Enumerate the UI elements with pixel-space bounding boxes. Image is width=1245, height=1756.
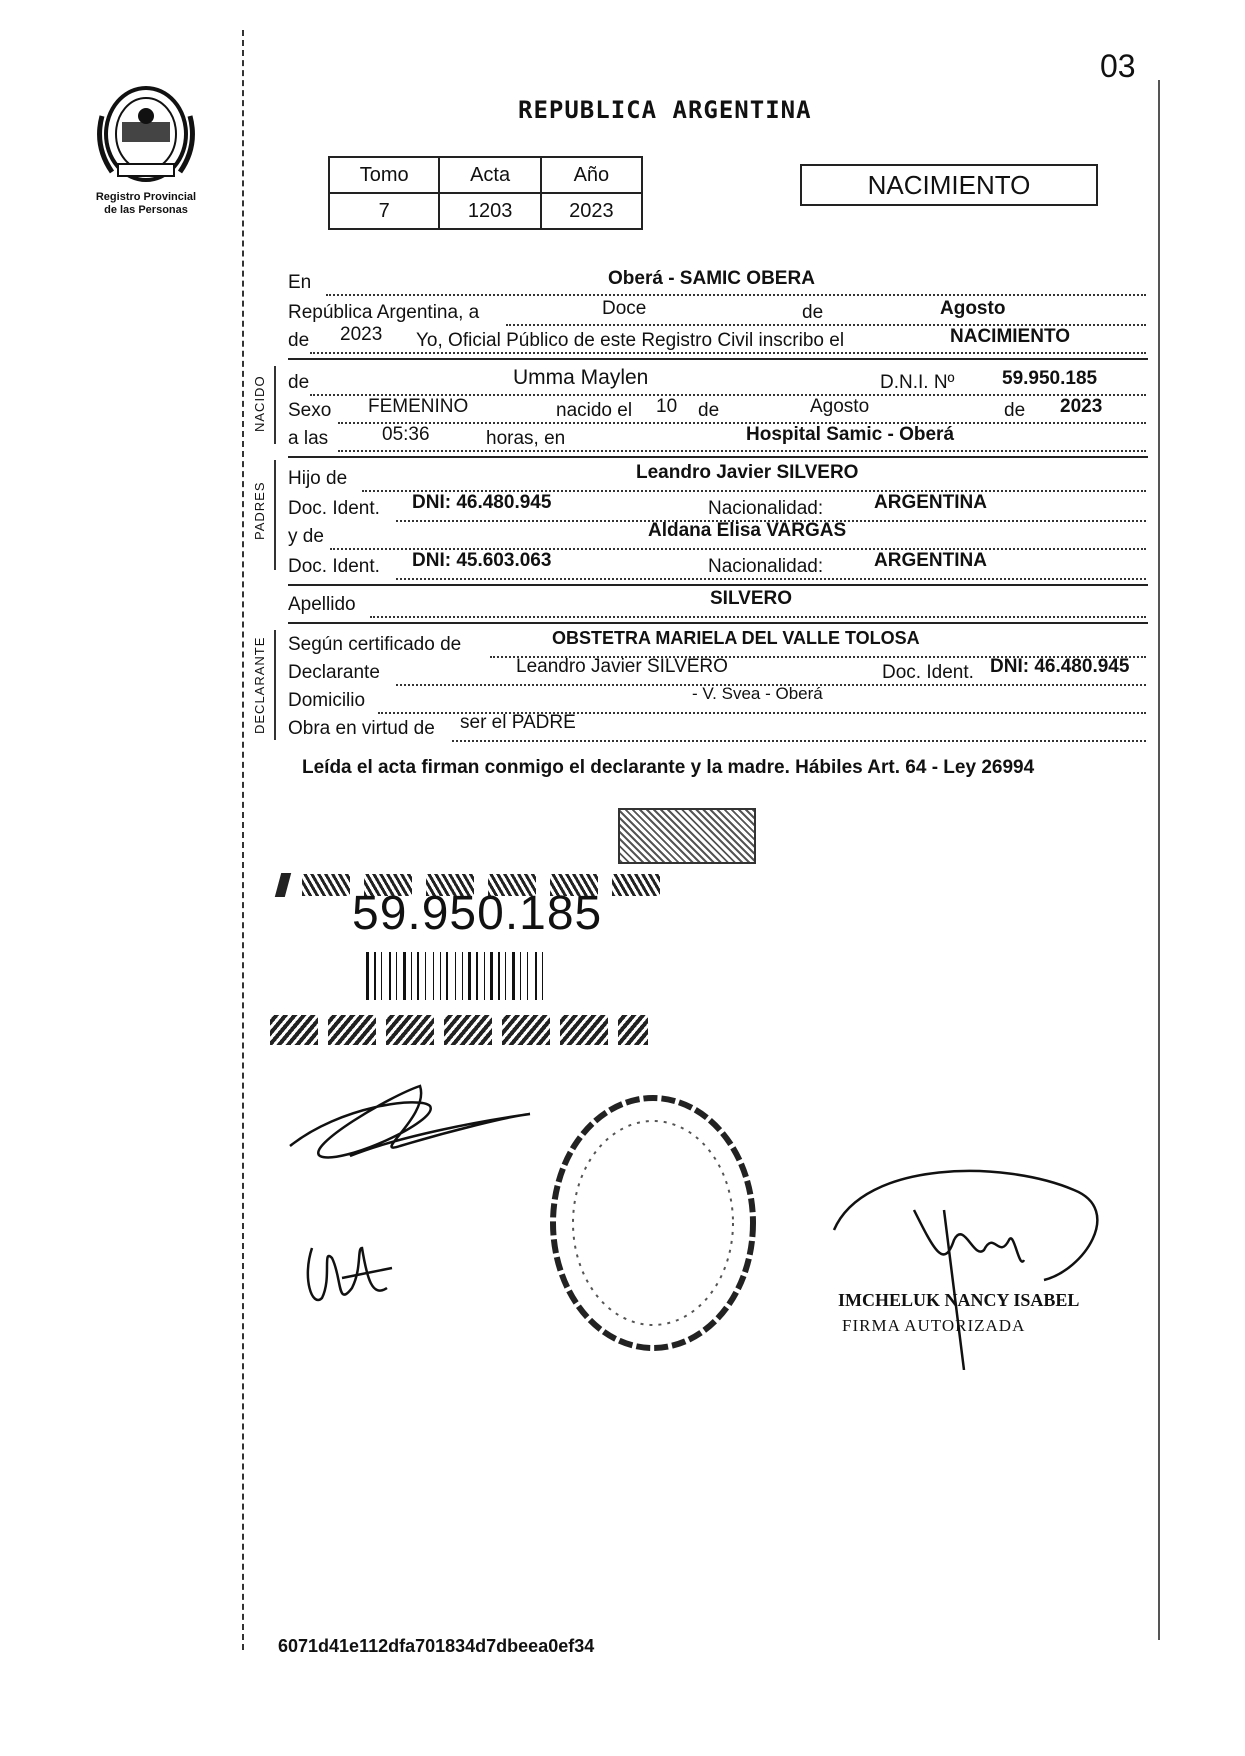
label-de-5: de: [1004, 400, 1026, 421]
value-apellido: SILVERO: [710, 588, 792, 609]
value-anio-nac: 2023: [1060, 396, 1103, 417]
rule-2: [288, 456, 1148, 458]
barcode-bar: [462, 952, 463, 1000]
barcode: [366, 952, 547, 1000]
label-dni: D.N.I. Nº: [880, 372, 955, 393]
barcode-bar: [539, 952, 540, 1000]
value-padre-nac: ARGENTINA: [874, 492, 987, 513]
label-de-1: de: [802, 302, 824, 323]
authority-name: IMCHELUK NANCY ISABEL: [838, 1290, 1080, 1310]
value-mes-letra: Agosto: [940, 298, 1006, 319]
row-sexo: [288, 396, 1148, 426]
barcode-bar: [446, 952, 448, 1000]
value-declarante: Leandro Javier SILVERO: [516, 656, 728, 677]
value-anio: 2023: [340, 324, 383, 345]
security-hologram: [618, 808, 756, 864]
page-number: 03: [1100, 48, 1136, 84]
barcode-bar: [473, 952, 474, 1000]
value-sexo: FEMENINO: [368, 396, 469, 417]
province-seal-icon: [88, 76, 204, 186]
barcode-bar: [396, 952, 397, 1000]
official-seal: [538, 1088, 768, 1358]
barcode-bar: [371, 952, 372, 1000]
label-y-de: y de: [288, 526, 324, 547]
value-tipo: NACIMIENTO: [950, 326, 1070, 347]
row-madre-doc: [288, 550, 1148, 582]
declarant-signature: [280, 1076, 540, 1186]
declarante-divider: [274, 630, 276, 740]
barcode-bar: [476, 952, 478, 1000]
row-nombre: [288, 366, 1148, 398]
label-obra: Obra en virtud de: [288, 718, 435, 739]
barcode-bar: [505, 952, 506, 1000]
label-de-4: de: [698, 400, 720, 421]
barcode-bar: [399, 952, 401, 1000]
value-mes-nac: Agosto: [810, 396, 870, 417]
row-lugar: [288, 268, 1148, 298]
barcode-bar: [495, 952, 496, 1000]
barcode-bar: [484, 952, 485, 1000]
value-acta: 1203: [439, 193, 540, 229]
barcode-bar: [417, 952, 419, 1000]
row-inscripcion: [288, 324, 1148, 356]
row-hora: [288, 424, 1148, 454]
header-anio: Año: [541, 157, 642, 193]
barcode-bar: [425, 952, 426, 1000]
value-hora: 05:36: [382, 424, 430, 445]
barcode-bar: [443, 952, 444, 1000]
barcode-bar: [520, 952, 521, 1000]
value-tomo: 7: [329, 193, 439, 229]
value-obra: ser el PADRE: [460, 712, 576, 733]
barcode-bar: [523, 952, 525, 1000]
section-label-padres: PADRES: [252, 481, 267, 540]
barcode-bar: [374, 952, 376, 1000]
header-tomo: Tomo: [329, 157, 439, 193]
right-margin-line: [1158, 80, 1160, 1640]
value-padre: Leandro Javier SILVERO: [636, 462, 859, 483]
label-de-3: de: [288, 372, 310, 393]
rule-3: [288, 584, 1148, 586]
label-declarante: Declarante: [288, 662, 380, 683]
barcode-bar: [527, 952, 528, 1000]
barcode-bar: [384, 952, 387, 1000]
barcode-bar: [411, 952, 412, 1000]
value-dia-letra: Doce: [602, 298, 647, 319]
value-domicilio: - V. Svea - Oberá: [692, 684, 823, 703]
security-pattern-bottom: [270, 1008, 710, 1052]
barcode-bar: [414, 952, 415, 1000]
row-domicilio: [288, 684, 1148, 716]
barcode-bar: [403, 952, 406, 1000]
barcode-bar: [465, 952, 466, 1000]
value-lugar: Oberá - SAMIC OBERA: [608, 268, 815, 289]
rule-1: [288, 358, 1148, 360]
label-en: En: [288, 272, 312, 293]
document-type-box: NACIMIENTO: [800, 164, 1098, 206]
value-madre-doc: DNI: 45.603.063: [412, 550, 552, 571]
barcode-bar: [378, 952, 379, 1000]
value-anio: 2023: [541, 193, 642, 229]
value-madre: Aldana Elisa VARGAS: [648, 520, 847, 541]
value-nombre: Umma Maylen: [513, 366, 649, 389]
label-de-2: de: [288, 330, 310, 351]
row-obra: [288, 712, 1148, 744]
barcode-bar: [542, 952, 543, 1000]
barcode-bar: [428, 952, 431, 1000]
barcode-bar: [545, 952, 547, 1000]
row-madre: [288, 520, 1148, 552]
authorized-signature: [824, 1150, 1134, 1370]
label-domicilio: Domicilio: [288, 690, 366, 711]
barcode-bar: [393, 952, 394, 1000]
authority-title: FIRMA AUTORIZADA: [842, 1316, 1026, 1335]
nacido-divider: [274, 366, 276, 444]
label-doc-ident-3: Doc. Ident.: [882, 662, 974, 683]
barcode-bar: [490, 952, 493, 1000]
barcode-bar: [408, 952, 409, 1000]
label-doc-ident-2: Doc. Ident.: [288, 556, 380, 577]
barcode-bar: [458, 952, 460, 1000]
row-fecha: [288, 298, 1148, 328]
label-segun: Según certificado de: [288, 634, 462, 655]
label-republica: República Argentina, a: [288, 302, 480, 323]
row-padre: [288, 462, 1148, 494]
closing-text: Leída el acta firman conmigo el declarante y la madre. Hábiles Art. 64 - Ley 26994: [302, 757, 1035, 778]
label-nacionalidad-2: Nacionalidad:: [708, 556, 824, 577]
barcode-bar: [421, 952, 423, 1000]
barcode-bar: [440, 952, 441, 1000]
registration-table: [328, 156, 643, 230]
label-yo: Yo, Oficial Público de este Registro Civil inscribo el: [416, 330, 845, 351]
value-madre-nac: ARGENTINA: [874, 550, 987, 571]
left-margin-line: [242, 30, 244, 1650]
mother-signature: [292, 1228, 402, 1328]
rule-4: [288, 622, 1148, 624]
label-doc-ident-1: Doc. Ident.: [288, 498, 380, 519]
label-apellido: Apellido: [288, 594, 356, 615]
row-apellido: [288, 588, 1148, 620]
document-hash: 6071d41e112dfa701834d7dbeea0ef34: [278, 1636, 595, 1656]
barcode-bar: [502, 952, 503, 1000]
value-dni: 59.950.185: [1002, 368, 1098, 389]
value-declarante-doc: DNI: 46.480.945: [990, 656, 1130, 677]
barcode-bar: [480, 952, 482, 1000]
barcode-bar: [498, 952, 500, 1000]
barcode-bar: [535, 952, 537, 1000]
label-nacionalidad-1: Nacionalidad:: [708, 498, 824, 519]
barcode-bar: [433, 952, 434, 1000]
section-label-declarante: DECLARANTE: [252, 636, 267, 734]
label-nacido-el: nacido el: [556, 400, 633, 421]
barcode-bar: [487, 952, 488, 1000]
value-certificado: OBSTETRA MARIELA DEL VALLE TOLOSA: [552, 628, 920, 648]
registry-name-line1: Registro Provincial: [95, 191, 197, 203]
barcode-bar: [381, 952, 382, 1000]
label-hijo-de: Hijo de: [288, 468, 348, 489]
barcode-bar: [508, 952, 510, 1000]
barcode-bar: [530, 952, 533, 1000]
value-dia-nac: 10: [656, 396, 678, 417]
barcode-bar: [366, 952, 369, 1000]
barcode-bar: [468, 952, 471, 1000]
header-acta: Acta: [439, 157, 540, 193]
section-label-nacido: NACIDO: [252, 375, 267, 432]
country-title: REPUBLICA ARGENTINA: [518, 96, 812, 124]
registry-name-line2: de las Personas: [104, 204, 188, 216]
value-lugar-nac: Hospital Samic - Oberá: [746, 424, 955, 445]
label-horas-en: horas, en: [486, 428, 566, 449]
barcode-bar: [436, 952, 438, 1000]
barcode-bar: [517, 952, 518, 1000]
padres-divider: [274, 460, 276, 570]
label-a-las: a las: [288, 428, 329, 449]
barcode-bar: [512, 952, 515, 1000]
stamp-number: 59.950.185: [352, 887, 603, 940]
barcode-bar: [389, 952, 391, 1000]
registry-logo: [88, 76, 204, 217]
barcode-bar: [450, 952, 453, 1000]
value-padre-doc: DNI: 46.480.945: [412, 492, 552, 513]
label-sexo: Sexo: [288, 400, 332, 421]
barcode-bar: [455, 952, 456, 1000]
